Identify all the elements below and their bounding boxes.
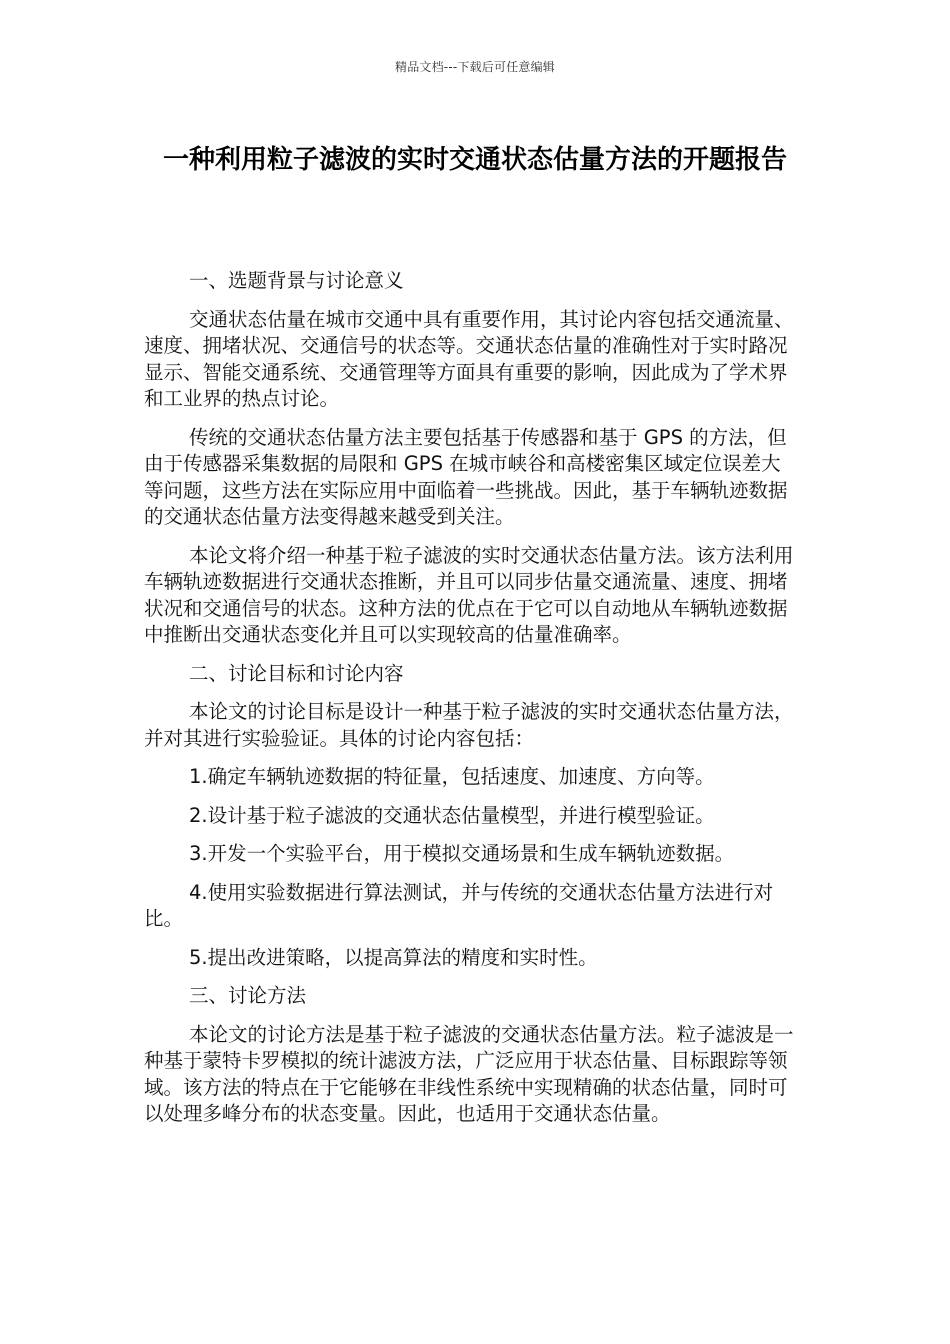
paragraph-background-3: 本论文将介绍一种基于粒子滤波的实时交通状态估量方法。该方法利用车辆轨迹数据进行交通状态推断，并且可以同步估量交通流量、速度、拥堵状况和交通信号的状态。这种方法的优点在于它可以自动地从车辆轨迹数据中推断出交通状态变化并且可以实现较高的估量准确率。	[144, 543, 794, 646]
goal-item-5: 5.提出改进策略，以提高算法的精度和实时性。	[189, 945, 598, 969]
paragraph-methods-1: 本论文的讨论方法是基于粒子滤波的交通状态估量方法。粒子滤波是一种基于蒙特卡罗模拟的统计滤波方法，广泛应用于状态估量、目标跟踪等领域。该方法的特点在于它能够在非线性系统中实现精确的状态估量，同时可以处理多峰分布的状态变量。因此，也适用于交通状态估量。	[144, 1022, 794, 1125]
paragraph-goals-intro: 本论文的讨论目标是设计一种基于粒子滤波的实时交通状态估量方法，并对其进行实验验证。具体的讨论内容包括：	[144, 700, 794, 750]
section-heading-goals: 二、讨论目标和讨论内容	[189, 661, 404, 685]
section-heading-methods: 三、讨论方法	[189, 984, 307, 1007]
paragraph-background-2: 传统的交通状态估量方法主要包括基于传感器和基于 GPS 的方法，但由于传感器采集数据的局限和 GPS 在城市峡谷和高楼密集区域定位误差大等问题，这些方法在实际应用中面临着一些挑战。因此，基于车辆轨迹数据的交通状态估量方法变得越来越受到关注。	[144, 425, 788, 528]
goal-item-4: 4.使用实验数据进行算法测试，并与传统的交通状态估量方法进行对比。	[144, 880, 774, 930]
section-heading-background: 一、选题背景与讨论意义	[189, 269, 404, 292]
goal-item-3: 3.开发一个实验平台，用于模拟交通场景和生成车辆轨迹数据。	[189, 842, 735, 865]
document-body	[144, 268, 796, 1140]
header-note: 精品文档---下载后可任意编辑	[395, 60, 555, 74]
goal-item-2: 2.设计基于粒子滤波的交通状态估量模型，并进行模型验证。	[189, 803, 715, 827]
paragraph-background-1: 交通状态估量在城市交通中具有重要作用，其讨论内容包括交通流量、速度、拥堵状况、交通信号的状态等。交通状态估量的准确性对于实时路况显示、智能交通系统、交通管理等方面具有重要的影响，因此成为了学术界和工业界的热点讨论。	[144, 307, 794, 410]
goal-item-1: 1.确定车辆轨迹数据的特征量，包括速度、加速度、方向等。	[189, 765, 715, 788]
page-title: 一种利用粒子滤波的实时交通状态估量方法的开题报告	[162, 145, 787, 175]
